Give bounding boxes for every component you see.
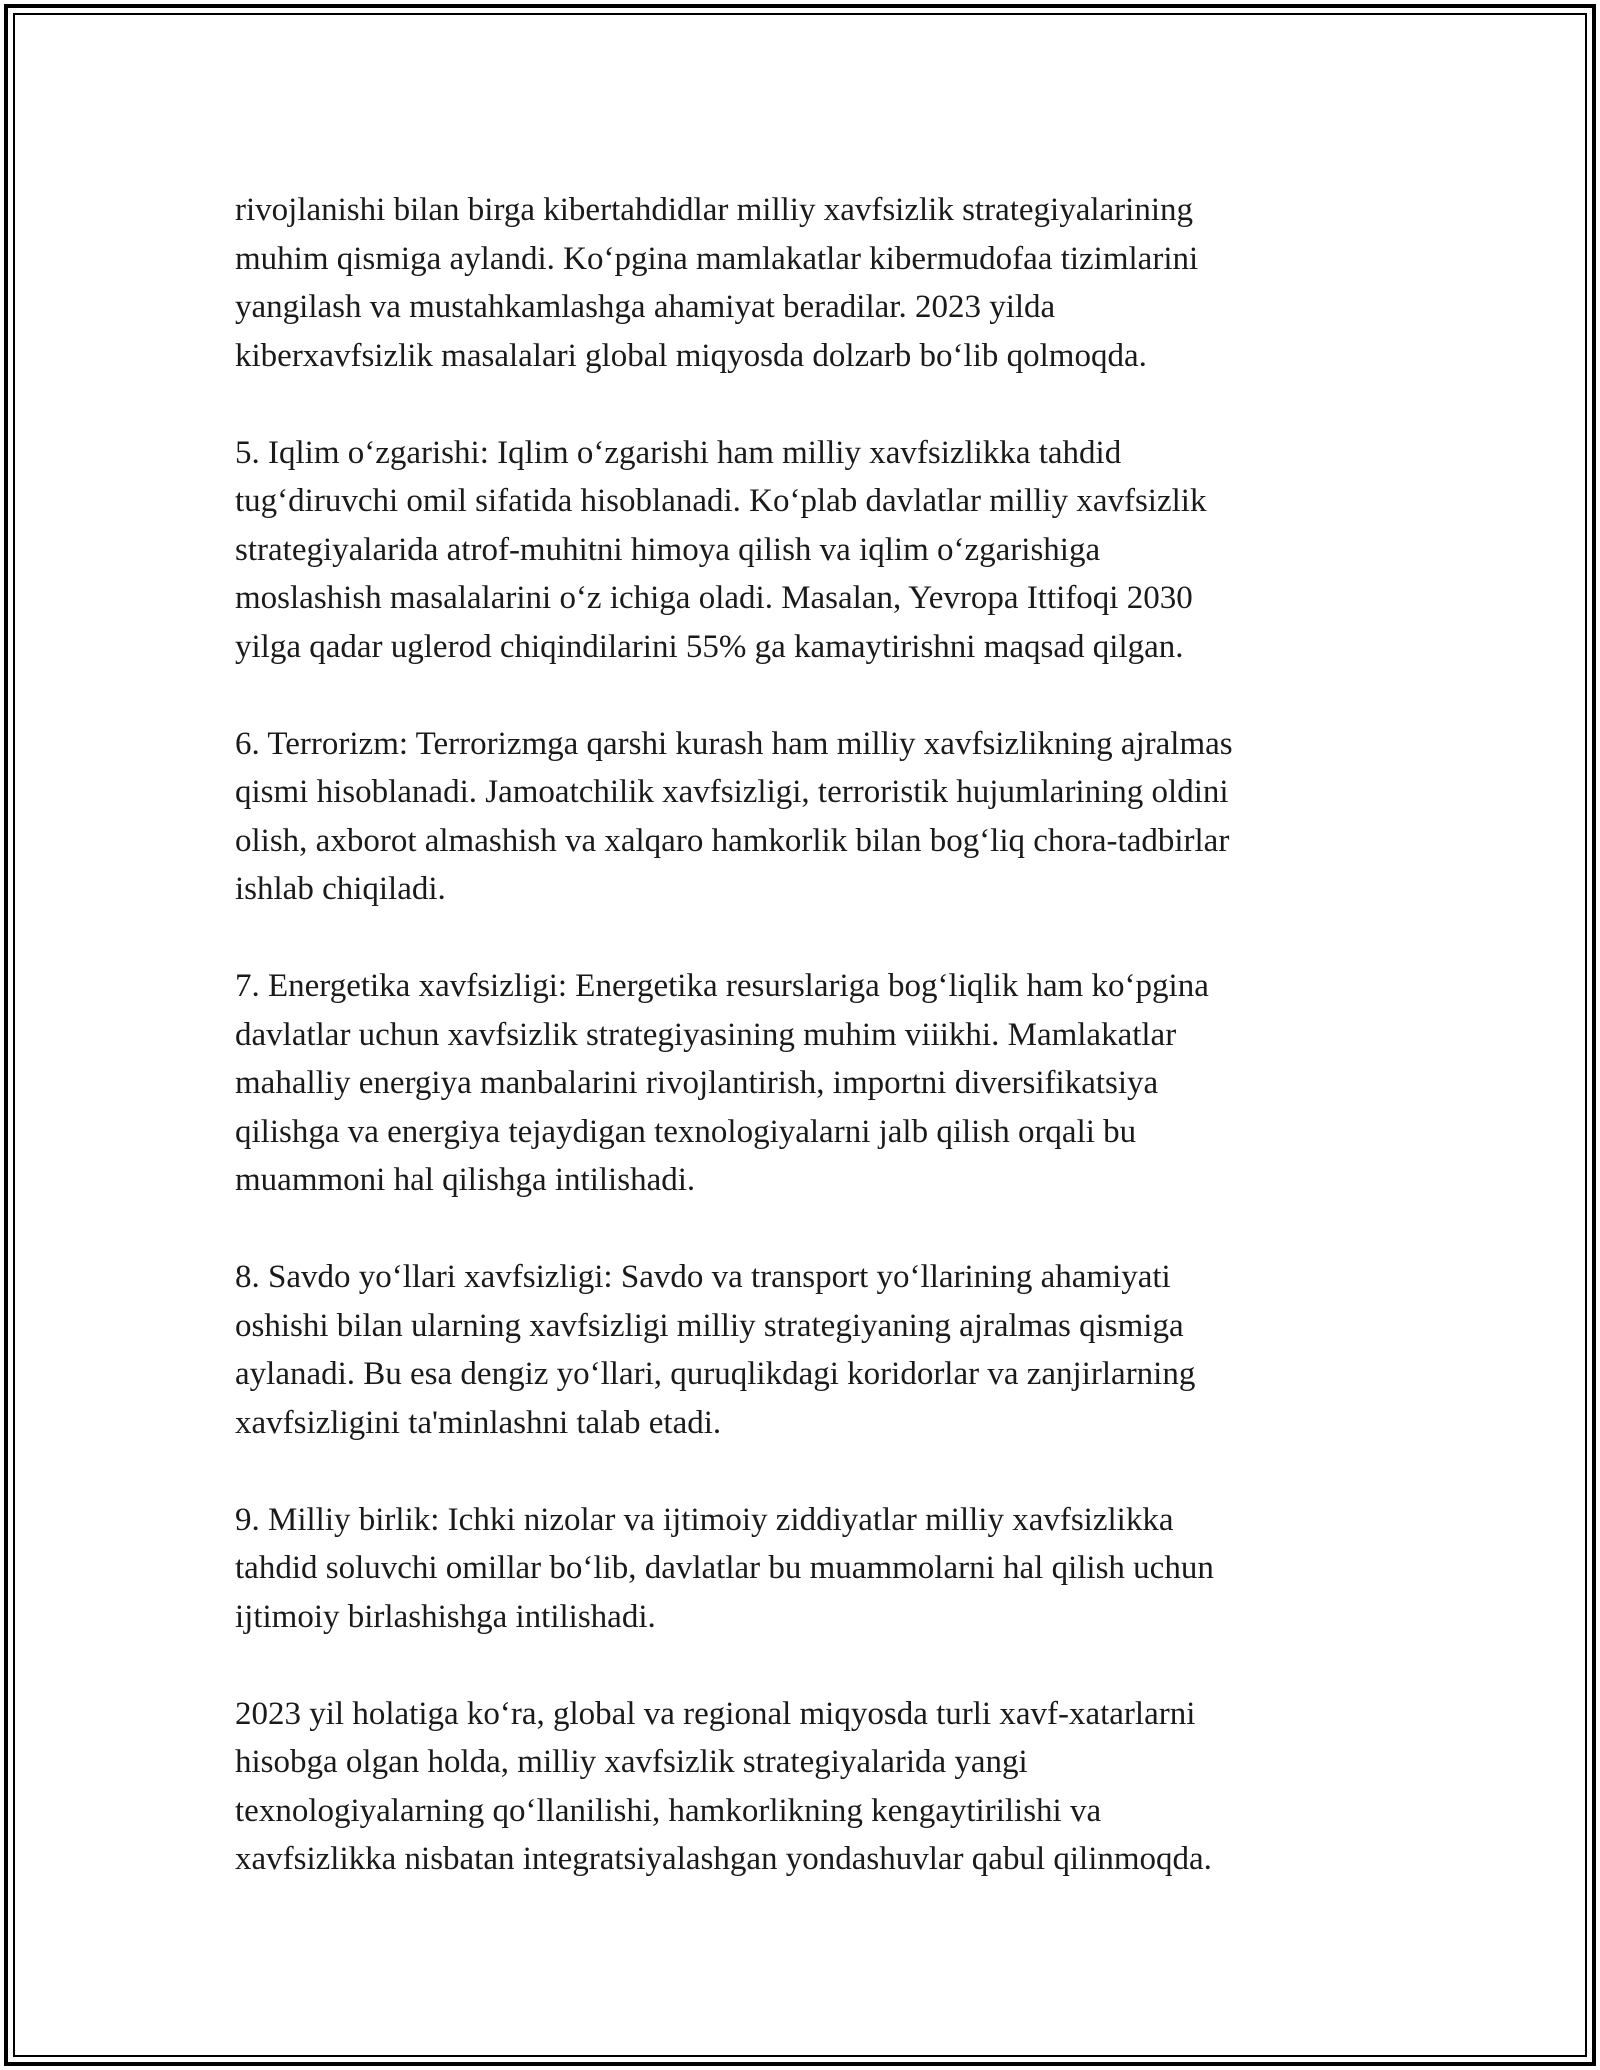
document-body (235, 186, 1375, 1884)
paragraph-energy-security: 7. Energetika xavfsizligi: Energetika resurslariga bog‘liqlik ham ko‘pgina davlatlar uchun xavfsizlik strategiyasining muhim viiikhi. Mamlakatlar mahalliy energiya manbalarini rivojlantirish, importni diversifikatsiya qilishga va energiya tejaydigan texnologiyalarni jalb qilish orqali bu muammoni hal qilishga intilishadi. (235, 968, 1209, 1198)
paragraph-national-unity: 9. Milliy birlik: Ichki nizolar va ijtimoiy ziddiyatlar milliy xavfsizlikka tahdid soluvchi omillar bo‘lib, davlatlar bu muammolarni hal qilish uchun ijtimoiy birlashishga intilishadi. (235, 1501, 1214, 1635)
paragraph-conclusion: 2023 yil holatiga ko‘ra, global va regional miqyosda turli xavf-xatarlarni hisobga olgan holda, milliy xavfsizlik strategiyalarida yangi texnologiyalarning qo‘llanilishi, hamkorlikning kengaytirilishi va xavfsizlikka nisbatan integratsiyalashgan yondashuvlar qabul qilinmoqda. (235, 1695, 1212, 1877)
paragraph-climate-change: 5. Iqlim o‘zgarishi: Iqlim o‘zgarishi ham milliy xavfsizlikka tahdid tug‘diruvchi omil sifatida hisoblanadi. Ko‘plab davlatlar milliy xavfsizlik strategiyalarida atrof-muhitni himoya qilish va iqlim o‘zgarishiga moslashish masalalarini o‘z ichiga oladi. Masalan, Yevropa Ittifoqi 2030 yilga qadar uglerod chiqindilarini 55% ga kamaytirishni maqsad qilgan. (235, 434, 1207, 665)
paragraph-terrorism: 6. Terrorizm: Terrorizmga qarshi kurash ham milliy xavfsizlikning ajralmas qismi hisoblanadi. Jamoatchilik xavfsizligi, terroristik hujumlarining oldini olish, axborot almashish va xalqaro hamkorlik bilan bog‘liq chora-tadbirlar ishlab chiqiladi. (235, 725, 1233, 907)
paragraph-trade-routes-security: 8. Savdo yo‘llari xavfsizligi: Savdo va transport yo‘llarining ahamiyati oshishi bilan ularning xavfsizligi milliy strategiyaning ajralmas qismiga aylanadi. Bu esa dengiz yo‘llari, quruqlikdagi koridorlar va zanjirlarning xavfsizligini ta'minlashni talab etadi. (235, 1259, 1196, 1441)
paragraph-cybersecurity-continued: rivojlanishi bilan birga kibertahdidlar milliy xavfsizlik strategiyalarining muhim qismiga aylandi. Ko‘pgina mamlakatlar kibermudofaa tizimlarini yangilash va mustahkamlashga ahamiyat beradilar. 2023 yilda kiberxavfsizlik masalalari global miqyosda dolzarb bo‘lib qolmoqda. (235, 192, 1199, 374)
